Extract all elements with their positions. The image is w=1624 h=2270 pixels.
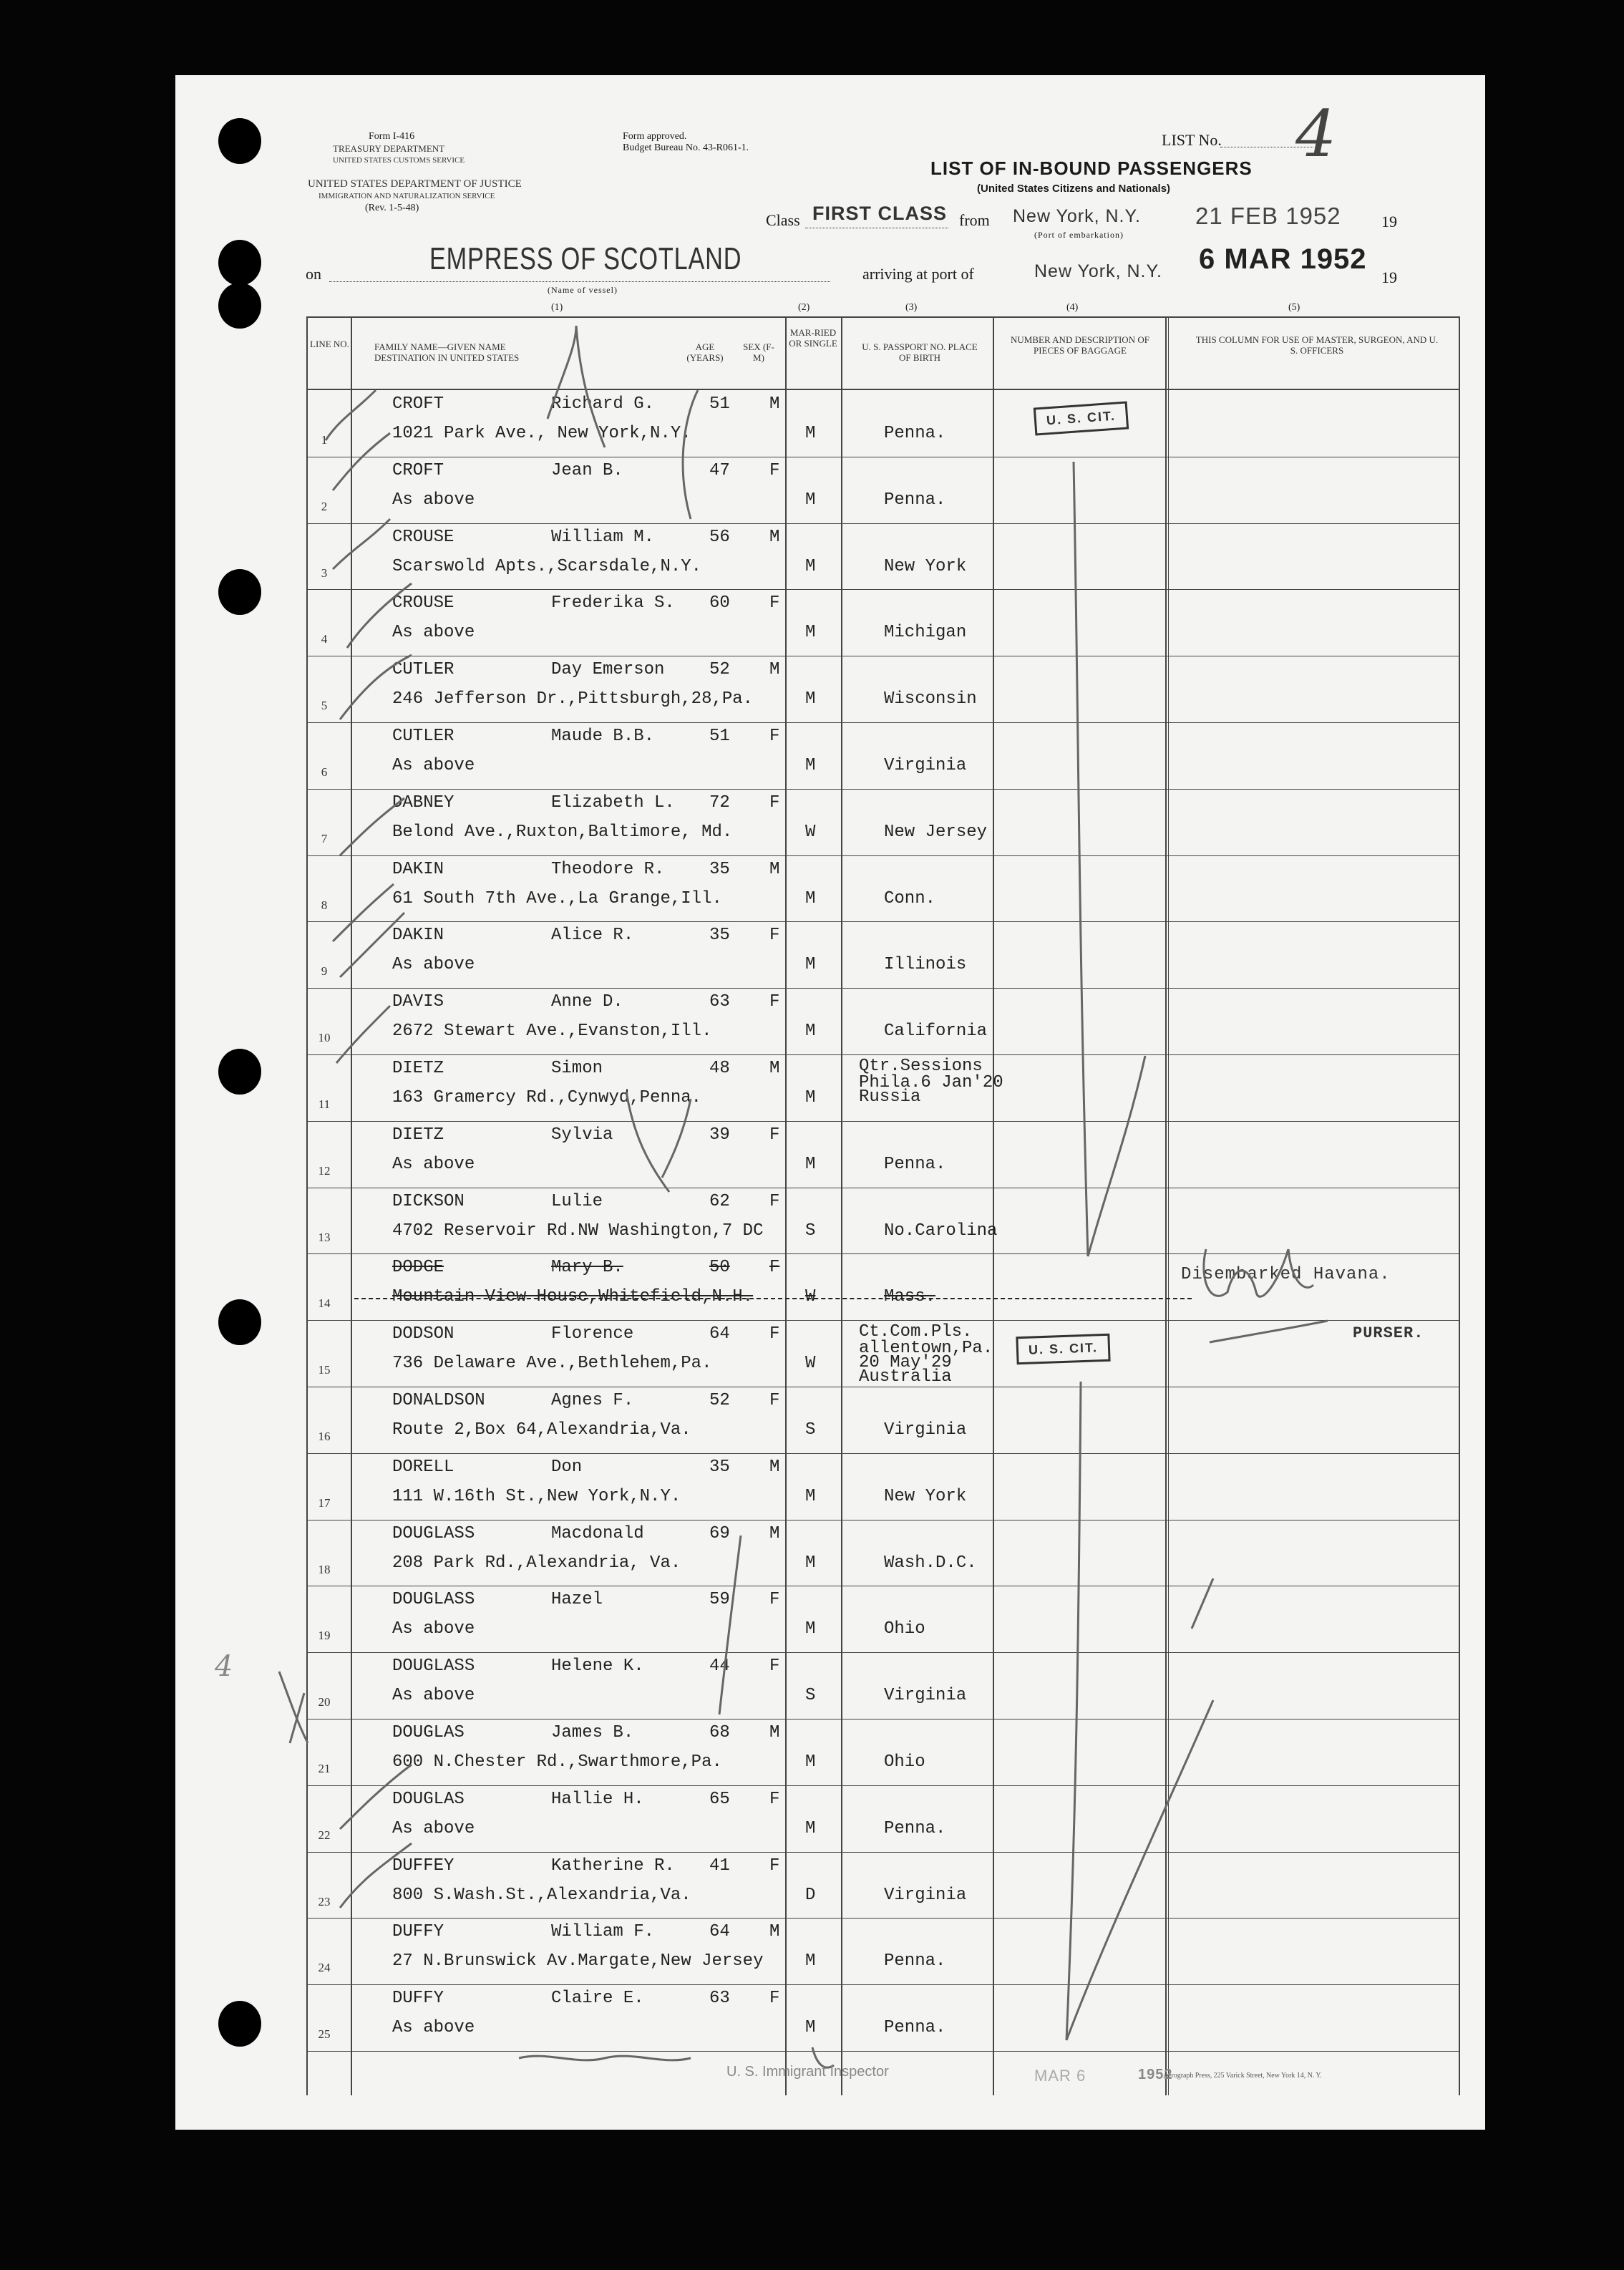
sex: F	[769, 1789, 780, 1809]
inspection-stamp-date: MAR 6	[1034, 2067, 1086, 2085]
row-rule	[306, 1918, 1460, 1919]
vessel-name: EMPRESS OF SCOTLAND	[429, 241, 742, 276]
place-of-birth-3: 20 May'29	[859, 1353, 952, 1373]
age: 68	[709, 1723, 730, 1742]
place-of-birth: Ohio	[884, 1752, 925, 1772]
line-number: 3	[321, 566, 328, 580]
col-num-4: (4)	[1066, 302, 1079, 313]
place-of-birth: Michigan	[884, 623, 967, 643]
marital-status: M	[805, 1818, 816, 1838]
col-num-2: (2)	[798, 302, 810, 313]
family-name: DODSON	[392, 1324, 454, 1344]
line-number: 24	[318, 1961, 331, 1975]
col-divider	[1165, 316, 1167, 2095]
address: As above	[392, 955, 475, 975]
marital-status: W	[805, 1354, 816, 1374]
line-number: 17	[318, 1495, 331, 1510]
on-label: on	[306, 265, 321, 283]
given-name: Helene K.	[551, 1657, 644, 1677]
line-number: 2	[321, 499, 328, 513]
family-name: DIETZ	[392, 1059, 444, 1078]
address: As above	[392, 1818, 475, 1838]
place-of-birth: Virginia	[884, 756, 967, 775]
header-line-no: LINE NO.	[310, 339, 349, 349]
line-number: 12	[318, 1163, 331, 1178]
given-name: Elizabeth L.	[551, 792, 675, 813]
address: Mountain View House,Whitefield,N.H.	[392, 1287, 754, 1307]
age: 69	[709, 1523, 730, 1543]
sex: F	[769, 727, 780, 746]
row-rule	[306, 1852, 1460, 1853]
header-sex: SEX (F-M)	[743, 341, 774, 363]
sex: M	[769, 527, 780, 547]
sex: F	[769, 1324, 780, 1344]
family-name: DOUGLASS	[392, 1523, 475, 1543]
line-number: 14	[318, 1296, 331, 1311]
row-rule	[306, 523, 1460, 524]
line-number: 25	[318, 2027, 331, 2042]
address: Belond Ave.,Ruxton,Baltimore, Md.	[392, 822, 733, 842]
place-of-birth: Penna.	[884, 490, 946, 510]
inspection-year: 1952	[1138, 2067, 1173, 2082]
age: 35	[709, 1457, 730, 1477]
marital-status: M	[805, 955, 816, 975]
line-number: 19	[318, 1629, 331, 1643]
row-rule	[306, 1652, 1460, 1653]
row-rule	[306, 589, 1460, 590]
row-rule	[306, 1719, 1460, 1720]
row-rule	[306, 855, 1460, 856]
marital-status: M	[805, 756, 816, 775]
line-number: 11	[318, 1097, 331, 1111]
given-name: Theodore R.	[551, 859, 665, 879]
manifest-title: LIST OF IN-BOUND PASSENGERS	[930, 157, 1253, 179]
family-name: CUTLER	[392, 660, 454, 680]
family-name: DODGE	[392, 1258, 444, 1278]
sex: M	[769, 1922, 780, 1942]
col-num-3: (3)	[905, 302, 918, 313]
marital-status: M	[805, 623, 816, 643]
place-of-birth: Conn.	[884, 888, 936, 908]
year-suffix-2: 19	[1381, 268, 1397, 286]
given-name: Day Emerson	[551, 660, 665, 680]
row-rule	[306, 1121, 1460, 1122]
row-rule	[306, 789, 1460, 790]
line-number: 10	[318, 1031, 331, 1045]
place-of-birth: California	[884, 1022, 988, 1042]
address: 61 South 7th Ave.,La Grange,Ill.	[392, 888, 722, 908]
place-of-birth: Penna.	[884, 424, 946, 443]
age: 51	[709, 727, 730, 746]
family-name: CROFT	[392, 460, 444, 480]
us-cit-stamp-2: U. S. CIT.	[1016, 1334, 1110, 1365]
age: 60	[709, 593, 730, 613]
marital-status: M	[805, 689, 816, 709]
place-of-birth: Penna.	[884, 1951, 946, 1971]
family-name: DUFFEY	[392, 1856, 454, 1876]
revision: (Rev. 1-5-48)	[365, 203, 419, 213]
col-num-5: (5)	[1288, 302, 1300, 313]
line-number: 6	[321, 765, 328, 779]
row-rule	[306, 722, 1460, 723]
address: 4702 Reservoir Rd.NW Washington,7 DC	[392, 1221, 764, 1241]
row-rule	[306, 1984, 1460, 1985]
header-officers: THIS COLUMN FOR USE OF MASTER, SURGEON, AND U. S. OFFICERS	[1195, 334, 1439, 356]
class-label: Class	[766, 211, 800, 229]
marital-status: M	[805, 1154, 816, 1174]
row-rule	[306, 1320, 1460, 1321]
header-age: AGE (YEARS)	[686, 341, 724, 363]
address: Scarswold Apts.,Scarsdale,N.Y.	[392, 556, 702, 576]
sex: F	[769, 926, 780, 946]
row-rule	[306, 988, 1460, 989]
punch-hole	[218, 1049, 261, 1095]
marital-status: M	[805, 888, 816, 908]
year-suffix-1: 19	[1381, 213, 1397, 231]
given-name: Agnes F.	[551, 1391, 634, 1410]
printer-imprint: Aerograph Press, 225 Varick Street, New York 14, N. Y.	[1163, 2071, 1322, 2080]
embark-date: 21 FEB 1952	[1195, 203, 1341, 229]
row-rule	[306, 1054, 1460, 1055]
age: 50	[709, 1258, 730, 1278]
family-name: CROUSE	[392, 593, 454, 613]
header-passport: U. S. PASSPORT NO. PLACE OF BIRTH	[862, 341, 978, 363]
line-number: 20	[318, 1695, 331, 1709]
family-name: DAVIS	[392, 992, 444, 1012]
address: 111 W.16th St.,New York,N.Y.	[392, 1486, 681, 1506]
address: As above	[392, 756, 475, 775]
row-rule	[306, 921, 1460, 922]
row-rule	[306, 1453, 1460, 1454]
age: 35	[709, 926, 730, 946]
vessel-label: (Name of vessel)	[548, 285, 618, 295]
age: 51	[709, 394, 730, 414]
row-rule	[306, 1253, 1460, 1254]
sex: M	[769, 1723, 780, 1742]
sex: F	[769, 1125, 780, 1145]
place-of-birth-4: Australia	[859, 1367, 952, 1387]
line-number: 22	[318, 1828, 331, 1842]
sex: F	[769, 1258, 780, 1278]
address: As above	[392, 1619, 475, 1639]
place-of-birth: Ohio	[884, 1619, 925, 1639]
line-number: 8	[321, 898, 328, 912]
sex: M	[769, 660, 780, 680]
punch-hole	[218, 1299, 261, 1345]
age: 64	[709, 1922, 730, 1942]
ins-service: IMMIGRATION AND NATURALIZATION SERVICE	[319, 192, 495, 200]
sex: F	[769, 1391, 780, 1410]
marital-status: W	[805, 822, 816, 842]
given-name: Frederika S.	[551, 593, 675, 613]
sex: M	[769, 1523, 780, 1543]
sex: F	[769, 460, 780, 480]
marital-status: M	[805, 1752, 816, 1772]
marital-status: S	[805, 1420, 816, 1440]
address: 208 Park Rd.,Alexandria, Va.	[392, 1553, 681, 1573]
marital-status: M	[805, 2018, 816, 2038]
address: Route 2,Box 64,Alexandria,Va.	[392, 1420, 691, 1440]
sex: F	[769, 1657, 780, 1677]
place-of-birth: Wisconsin	[884, 689, 977, 709]
budget-bureau: Budget Bureau No. 43-R061-1.	[623, 142, 749, 153]
family-name: DABNEY	[392, 792, 454, 813]
family-name: DAKIN	[392, 926, 444, 946]
address: 163 Gramercy Rd.,Cynwyd,Penna.	[392, 1088, 702, 1107]
header-destination: DESTINATION IN UNITED STATES	[374, 352, 520, 363]
given-name: Florence	[551, 1324, 634, 1344]
given-name: Alice R.	[551, 926, 634, 946]
age: 44	[709, 1657, 730, 1677]
line-number: 9	[321, 964, 328, 979]
given-name: Hallie H.	[551, 1789, 644, 1809]
place-of-birth-2: Phila.6 Jan'20	[859, 1073, 1003, 1092]
marital-status: M	[805, 490, 816, 510]
table-header-rule	[306, 389, 1460, 390]
family-name: DONALDSON	[392, 1391, 485, 1410]
place-of-birth: Penna.	[884, 1154, 946, 1174]
given-name: Jean B.	[551, 460, 623, 480]
age: 39	[709, 1125, 730, 1145]
place-of-birth: Wash.D.C.	[884, 1553, 977, 1573]
age: 52	[709, 1391, 730, 1410]
punch-hole	[218, 118, 261, 164]
from-label: from	[959, 211, 990, 229]
given-name: Simon	[551, 1059, 603, 1078]
age: 52	[709, 660, 730, 680]
manifest-subtitle: (United States Citizens and Nationals)	[977, 183, 1171, 195]
given-name: James B.	[551, 1723, 634, 1742]
address: 1021 Park Ave., New York,N.Y.	[392, 424, 691, 443]
given-name: Katherine R.	[551, 1856, 675, 1876]
line-number: 7	[321, 831, 328, 845]
age: 64	[709, 1324, 730, 1344]
place-of-birth: Penna.	[884, 2018, 946, 2038]
disembarked-note: Disembarked Havana.	[1181, 1265, 1391, 1284]
justice-dept: UNITED STATES DEPARTMENT OF JUSTICE	[308, 178, 522, 190]
table-top-rule	[306, 316, 1460, 318]
col-num-1: (1)	[551, 302, 563, 313]
col-divider	[785, 316, 787, 2095]
place-of-birth: Virginia	[884, 1420, 967, 1440]
address: As above	[392, 1154, 475, 1174]
age: 41	[709, 1856, 730, 1876]
marital-status: M	[805, 556, 816, 576]
address: 246 Jefferson Dr.,Pittsburgh,28,Pa.	[392, 689, 754, 709]
treasury-dept: TREASURY DEPARTMENT	[333, 143, 445, 154]
age: 59	[709, 1590, 730, 1610]
line-number: 15	[318, 1363, 331, 1377]
line-number: 5	[321, 699, 328, 713]
place-of-birth: Ct.Com.Pls.	[859, 1322, 973, 1342]
given-name: Hazel	[551, 1590, 603, 1610]
us-cit-stamp-1: U. S. CIT.	[1034, 401, 1129, 435]
line-number: 18	[318, 1562, 331, 1576]
form-approved: Form approved.	[623, 131, 687, 142]
sex: F	[769, 1590, 780, 1610]
address: As above	[392, 623, 475, 643]
sex: M	[769, 1457, 780, 1477]
line-number: 16	[318, 1430, 331, 1443]
family-name: DAKIN	[392, 859, 444, 879]
age: 48	[709, 1059, 730, 1078]
marital-status: M	[805, 1088, 816, 1107]
address: As above	[392, 2018, 475, 2038]
sex: F	[769, 593, 780, 613]
marital-status: W	[805, 1287, 816, 1307]
age: 35	[709, 859, 730, 879]
sex: F	[769, 1191, 780, 1211]
given-name: Lulie	[551, 1191, 603, 1211]
vessel-rule	[329, 281, 830, 282]
family-name: DORELL	[392, 1457, 454, 1477]
address: 2672 Stewart Ave.,Evanston,Ill.	[392, 1022, 712, 1042]
sex: M	[769, 1059, 780, 1078]
given-name: Maude B.B.	[551, 727, 655, 746]
manifest-sheet	[175, 75, 1485, 2130]
marital-status: S	[805, 1686, 816, 1706]
col-divider	[1459, 316, 1460, 2095]
col-divider	[351, 316, 352, 2095]
arriving-label: arriving at port of	[862, 265, 974, 283]
sex: F	[769, 1856, 780, 1876]
arrival-port: New York, N.Y.	[1034, 261, 1162, 281]
address: 800 S.Wash.St.,Alexandria,Va.	[392, 1885, 691, 1905]
age: 65	[709, 1789, 730, 1809]
address: 600 N.Chester Rd.,Swarthmore,Pa.	[392, 1752, 722, 1772]
margin-mark: 4	[215, 1650, 233, 1683]
row-rule	[306, 1785, 1460, 1786]
header-baggage: NUMBER AND DESCRIPTION OF PIECES OF BAGGAGE	[1011, 334, 1149, 356]
given-name: Macdonald	[551, 1523, 644, 1543]
family-name: CROFT	[392, 394, 444, 414]
place-of-birth-3: Russia	[859, 1087, 921, 1107]
place-of-birth: Illinois	[884, 955, 967, 975]
list-no-label: LIST No.	[1162, 131, 1222, 149]
given-name: Mary B.	[551, 1258, 623, 1278]
address: As above	[392, 490, 475, 510]
age: 72	[709, 792, 730, 813]
sex: F	[769, 792, 780, 813]
marital-status: M	[805, 424, 816, 443]
age: 63	[709, 992, 730, 1012]
header-married: MAR-RIED OR SINGLE	[789, 327, 837, 349]
place-of-birth: New York	[884, 1486, 967, 1506]
punch-hole	[218, 2001, 261, 2047]
place-of-birth: Qtr.Sessions	[859, 1057, 983, 1076]
marital-status: M	[805, 1951, 816, 1971]
age: 62	[709, 1191, 730, 1211]
family-name: DOUGLASS	[392, 1657, 475, 1677]
family-name: CROUSE	[392, 527, 454, 547]
place-of-birth: Penna.	[884, 1818, 946, 1838]
marital-status: M	[805, 1022, 816, 1042]
address: 736 Delaware Ave.,Bethlehem,Pa.	[392, 1354, 712, 1374]
family-name: DIETZ	[392, 1125, 444, 1145]
marital-status: M	[805, 1486, 816, 1506]
given-name: William M.	[551, 527, 655, 547]
sex: M	[769, 859, 780, 879]
sex: M	[769, 394, 780, 414]
header-name: FAMILY NAME—GIVEN NAME	[374, 341, 506, 352]
marital-status: S	[805, 1221, 816, 1241]
port-embark-label: (Port of embarkation)	[1034, 230, 1124, 240]
address: 27 N.Brunswick Av.Margate,New Jersey	[392, 1951, 764, 1971]
col-divider	[993, 316, 994, 2095]
given-name: Sylvia	[551, 1125, 613, 1145]
class-value: FIRST CLASS	[812, 203, 948, 224]
place-of-birth: Virginia	[884, 1885, 967, 1905]
age: 47	[709, 460, 730, 480]
place-of-birth: New Jersey	[884, 822, 988, 842]
family-name: DUFFY	[392, 1922, 444, 1942]
marital-status: M	[805, 1619, 816, 1639]
marital-status: M	[805, 1553, 816, 1573]
line-number: 21	[318, 1762, 331, 1775]
age: 63	[709, 1989, 730, 2009]
customs-service: UNITED STATES CUSTOMS SERVICE	[333, 156, 465, 165]
punch-hole	[218, 283, 261, 329]
arrival-date: 6 MAR 1952	[1199, 243, 1367, 275]
place-of-birth: New York	[884, 556, 967, 576]
given-name: William F.	[551, 1922, 655, 1942]
family-name: DOUGLAS	[392, 1723, 465, 1742]
line-number: 23	[318, 1894, 331, 1908]
line-number: 13	[318, 1230, 331, 1244]
place-of-birth-2: allentown,Pa.	[859, 1339, 993, 1359]
col-divider	[1168, 316, 1169, 2095]
punch-hole	[218, 240, 261, 286]
col-divider	[841, 316, 842, 2095]
place-of-birth: Virginia	[884, 1686, 967, 1706]
sex: F	[769, 992, 780, 1012]
sex: F	[769, 1989, 780, 2009]
family-name: CUTLER	[392, 727, 454, 746]
family-name: DOUGLASS	[392, 1590, 475, 1610]
family-name: DUFFY	[392, 1989, 444, 2009]
list-number: 4	[1295, 97, 1337, 172]
row-rule	[306, 2051, 1460, 2052]
form-number: Form I-416	[369, 131, 415, 142]
place-of-birth: No.Carolina	[884, 1221, 998, 1241]
given-name: Claire E.	[551, 1989, 644, 2009]
inspector-label: U. S. Immigrant Inspector	[726, 2064, 889, 2080]
family-name: DICKSON	[392, 1191, 465, 1211]
age: 56	[709, 527, 730, 547]
purser-note: PURSER.	[1353, 1324, 1424, 1342]
place-of-birth: Mass.	[884, 1287, 936, 1307]
pencil-marks	[175, 75, 1485, 2130]
address: As above	[392, 1686, 475, 1706]
line-number: 4	[321, 632, 328, 646]
punch-hole	[218, 569, 261, 615]
strike-dashes	[354, 1298, 1192, 1300]
marital-status: D	[805, 1885, 816, 1905]
family-name: DOUGLAS	[392, 1789, 465, 1809]
given-name: Don	[551, 1457, 583, 1477]
given-name: Richard G.	[551, 394, 655, 414]
given-name: Anne D.	[551, 992, 623, 1012]
from-port: New York, N.Y.	[1013, 206, 1141, 226]
line-number: 1	[321, 433, 328, 447]
